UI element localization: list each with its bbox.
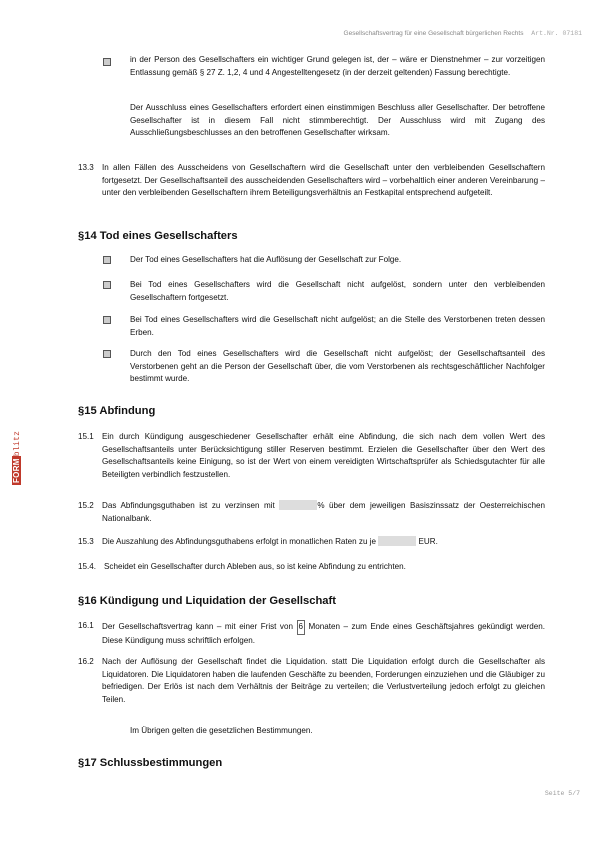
option-text: Bei Tod eines Gesellschafters wird die Gesellschaft nicht aufgelöst; an die Stelle des Verstorbenen treten dessen Erben. xyxy=(130,315,545,337)
checkbox-exclusion-reason[interactable] xyxy=(103,58,111,66)
section-number: 16.1 xyxy=(78,621,94,630)
section-number: 13.3 xyxy=(78,163,94,172)
paragraph: Das Abfindungsguthaben ist zu verzinsen mit % über dem jeweiligen Basiszinssatz der Oesterreichischen Nationalbank. xyxy=(102,501,545,523)
paragraph: Der Gesellschaftsvertrag kann – mit einer Frist von 6 Monaten – zum Ende eines Geschäftsjahres gekündigt werden. Diese Kündigung muss schriftlich erfolgen. xyxy=(102,622,545,645)
paragraph: Scheidet ein Gesellschafter durch Ableben aus, so ist keine Abfindung zu entrichten. xyxy=(104,562,406,571)
section-number: 15.2 xyxy=(78,501,94,510)
paragraph: Im Übrigen gelten die gesetzlichen Bestimmungen. xyxy=(130,726,313,735)
notice-period-field[interactable]: 6 xyxy=(297,620,306,635)
interest-rate-field[interactable] xyxy=(279,500,317,510)
checkbox-death-dissolution[interactable] xyxy=(103,256,111,264)
checkbox-death-heirs[interactable] xyxy=(103,316,111,324)
option-text: Der Tod eines Gesellschafters hat die Auflösung der Gesellschaft zur Folge. xyxy=(130,255,402,264)
section-number: 16.2 xyxy=(78,657,94,666)
page-header xyxy=(344,30,582,37)
section-number: 15.4. xyxy=(78,562,97,571)
installment-amount-field[interactable] xyxy=(378,536,416,546)
brand-logo: FORMblitz xyxy=(12,430,22,483)
paragraph: Ein durch Kündigung ausgeschiedener Gesellschafter erhält eine Abfindung, die sich nach dem vollen Wert des Gesellschaftsanteils unter Berücksichtigung stiller Reserven bestimmt. Erzielen die Gesellschafter über den Wert des Gesellschaftsanteils keine Einigung, so ist der Wert von einem vereidigten Wirtschaftsprüfer als Schiedsgutachter für alle Beteiligten verbindlich festzustellen. xyxy=(102,432,545,479)
section-number: 15.3 xyxy=(78,537,94,546)
paragraph: In allen Fällen des Ausscheidens von Gesellschaftern wird die Gesellschaft unter den verbleibenden Gesellschaftern fortgesetzt. Der Gesellschaftsanteil des ausscheidenden Gesellschafters wird – vorbehaltlich einer anderen Vereinbarung – unter den verbleibenden Gesellschaftern ihrem Beteiligungsverhältnis an Festkapital entsprechend aufgeteilt. xyxy=(102,163,545,198)
header-title: Gesellschaftsvertrag für eine Gesellschaft bürgerlichen Rechts xyxy=(343,30,524,37)
checkbox-death-continue[interactable] xyxy=(103,281,111,289)
paragraph: Der Ausschluss eines Gesellschafters erfordert einen einstimmigen Beschluss aller Gesellschafter. Der betroffene Gesellschafter ist in diesem Fall nicht stimmberechtigt. Der Ausschluss wird mit Zugang des Ausschließungsbeschlusses an den betroffenen Gesellschafter wirksam. xyxy=(130,103,545,138)
checkbox-death-successor[interactable] xyxy=(103,350,111,358)
paragraph: Nach der Auflösung der Gesellschaft findet die Liquidation. statt Die Liquidation erfolgt durch die Gesellschafter als Liquidatoren. Die Liquidatoren haben die laufenden Geschäfte zu beenden, Forderungen einzuziehen und die Gläubiger zu befriedigen. Der Erlös ist nach dem Verhältnis der Beiträge zu verteilen; die Verlustverteilung jedoch erfolgt zu gleichen Teilen. xyxy=(102,657,545,704)
section-heading: §15 Abfindung xyxy=(78,405,156,417)
paragraph: in der Person des Gesellschafters ein wichtiger Grund gelegen ist, der – wäre er Dienstnehmer – zur vorzeitigen Entlassung gemäß § 27 Z. 1,2, 4 und 4 Angestelltengesetz (in der derzeit geltenden) Fassung berechtigte. xyxy=(130,55,545,77)
section-heading: §17 Schlussbestimmungen xyxy=(78,757,223,769)
section-heading: §14 Tod eines Gesellschafters xyxy=(78,230,238,242)
section-number: 15.1 xyxy=(78,432,94,441)
page-number: Seite 5/7 xyxy=(544,790,580,797)
option-text: Durch den Tod eines Gesellschafters wird die Gesellschaft nicht aufgelöst; der Gesellschaftsanteil des Verstorbenen geht an die Person der Gesellschaft über, die vom Verstorbenen als rechtsgeschäftlicher Nachfolger bestimmt wurde. xyxy=(130,349,545,384)
article-number: Art.Nr. 07181 xyxy=(531,30,582,37)
option-text: Bei Tod eines Gesellschafters wird die Gesellschaft nicht aufgelöst, sondern unter den verbleibenden Gesellschaftern fortgesetzt. xyxy=(130,280,545,302)
section-heading: §16 Kündigung und Liquidation der Gesellschaft xyxy=(78,595,336,607)
paragraph: Die Auszahlung des Abfindungsguthabens erfolgt in monatlichen Raten zu je EUR. xyxy=(102,537,438,546)
